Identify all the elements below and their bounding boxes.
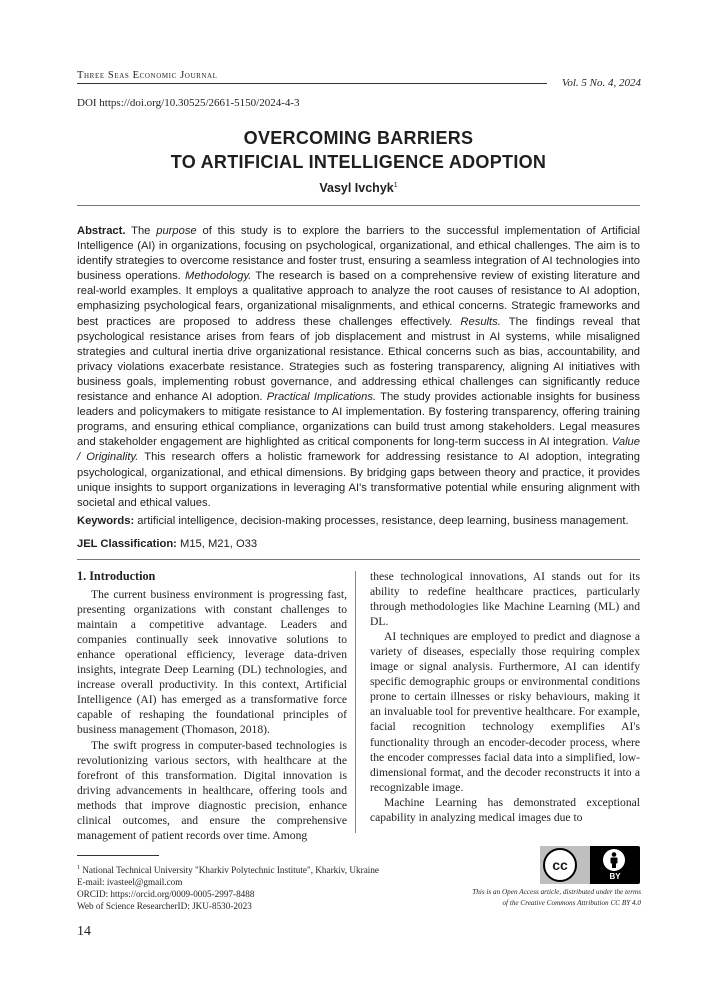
author xyxy=(77,181,640,195)
abstract-text: The xyxy=(125,225,157,237)
abstract xyxy=(77,224,640,511)
abstract-text: The findings reveal that psychological resistance arises from fears of job displacement and mistrust in AI systems, while misaligned strategies and cultural inertia drive organizational resistance. Ethical concerns such as bias, accountability, and privacy violations exacerbate resistance. Strategies such as fostering transparency, aligning AI initiatives with business goals, implementing robust governance, and addressing ethical challenges can significantly reduce resistance and enhance AI adoption. xyxy=(77,315,641,404)
abstract-label: Abstract. xyxy=(77,225,126,237)
title-rule xyxy=(77,205,640,206)
author-orcid[interactable]: ORCID: https://orcid.org/0009-0005-2997-8488 xyxy=(77,889,255,900)
abstract-text: The research is based on a comprehensive review of existing literature and real-world examples. It employs a qualitative approach to analyze the root causes of resistance to AI adoption, emphasizing psychological fears, organizational misalignments, and ethical concerns. Strategic frameworks and best practices are proposed to address these challenges effectively. xyxy=(77,270,640,328)
section-heading: 1. Introduction xyxy=(77,569,156,583)
body-column-left xyxy=(77,569,347,843)
license-note xyxy=(472,887,641,908)
paragraph: Machine Learning has demonstrated exceptional capability in analyzing medical images due to xyxy=(370,795,640,824)
affiliation xyxy=(77,862,379,876)
license-line: This is an Open Access article, distributed under the terms xyxy=(472,888,641,896)
author-name: Vasyl Ivchyk xyxy=(319,181,394,195)
author-wos-id: Web of Science ResearcherID: JKU-8530-2023 xyxy=(77,901,252,912)
abstract-results: Results. xyxy=(460,315,501,328)
footnote-marker: 1 xyxy=(77,865,80,871)
author-footnote-marker: 1 xyxy=(393,181,398,189)
header-rule xyxy=(77,83,547,84)
author-footnote xyxy=(77,862,379,912)
cc-by-license-badge[interactable] xyxy=(540,846,640,884)
abstract-methodology: Methodology. xyxy=(185,270,252,283)
abstract-text: The study provides actionable insights for business leaders and policymakers to mitigate resistance to AI implementation. By fostering transparency, offering training programs, and ensuring ethical compliance, organizations can build trust among stakeholders. Legal measures and stakeholder engagement are highlighted as critical components for long-term success in AI integration. xyxy=(77,391,640,449)
footnote-rule xyxy=(77,855,159,856)
abstract-purpose: purpose xyxy=(156,225,197,237)
paragraph: The swift progress in computer-based technologies is revolutionizing various sectors, with healthcare at the forefront of this transformation. Digital innovation is driving advancements in healthcare, offering tools and methods that improve diagnostic precision, enhance clinical outcomes, and ensure the comprehensive management of patient records over time. Among xyxy=(77,738,347,842)
jel-classification xyxy=(77,537,640,552)
paragraph: these technological innovations, AI stands out for its ability to redefine healthcare practices, particularly through methodologies like Machine Learning (ML) and DL. xyxy=(370,570,640,629)
jel-label: JEL Classification: xyxy=(77,538,177,550)
body-column-right xyxy=(370,569,640,825)
author-email[interactable]: E-mail: ivasteel@gmail.com xyxy=(77,877,183,888)
title-line-1: OVERCOMING BARRIERS xyxy=(243,128,474,148)
abstract-text: of this study is to explore the barriers to the successful implementation of Artificial Intelligence (AI) in organizations, focusing on psychological, organizational, and ethical challenges. The aim is to identify strategies to overcome resistance and foster trust, ensuring a seamless integration of AI technologies into business operations. xyxy=(77,225,641,283)
abstract-originality: Value / Originality. xyxy=(77,436,640,464)
abstract-text: This research offers a holistic framework for addressing resistance to AI adoption, integrating psychological, organizational, and ethical dimensions. By bridging gaps between theory and practice, it provides unique insights to support organizations in leveraging AI's transformative potential while ensuring alignment with societal and ethical values. xyxy=(77,451,640,509)
jel-codes: M15, M21, O33 xyxy=(176,538,258,550)
keywords-text: artificial intelligence, decision-making processes, resistance, deep learning, business management. xyxy=(134,515,629,527)
license-line: of the Creative Commons Attribution CC BY 4.0 xyxy=(502,898,641,907)
column-divider xyxy=(355,571,356,833)
creative-commons-icon: cc xyxy=(543,848,577,882)
abstract-implications: Practical Implications. xyxy=(266,391,377,404)
by-label: BY xyxy=(609,872,621,881)
doi-link[interactable]: DOI https://doi.org/10.30525/2661-5150/2024-4-3 xyxy=(77,97,300,109)
article-title xyxy=(77,126,640,174)
journal-name: Three Seas Economic Journal xyxy=(77,70,218,81)
page-number: 14 xyxy=(77,924,91,939)
affiliation-text: National Technical University "Kharkiv Polytechnic Institute", Kharkiv, Ukraine xyxy=(80,865,379,876)
title-line-2: TO ARTIFICIAL INTELLIGENCE ADOPTION xyxy=(170,152,547,172)
keywords-label: Keywords: xyxy=(77,515,135,527)
section-rule xyxy=(77,559,640,560)
cc-panel xyxy=(540,846,590,884)
paragraph: AI techniques are employed to predict and diagnose a variety of diseases, especially those requiring complex image or signal analysis. Furthermore, AI can identify specific demographic groups or environmental conditions prone to certain illnesses or risky behaviours, making it an invaluable tool for preventive healthcare. For example, facial recognition technology exemplifies AI's functionality through an encoder-decoder process, where the encoder compresses facial data into a simplified, low-dimensional format, and the decoder reconstructs it into a recognizable image. xyxy=(370,630,640,794)
keywords xyxy=(77,514,640,529)
volume-issue: Vol. 5 No. 4, 2024 xyxy=(561,77,641,89)
attribution-person-icon xyxy=(603,849,625,871)
paragraph: The current business environment is progressing fast, presenting organizations with constant challenges to maintain a competitive advantage. Leaders and companies continually seek innovative solutions to enhance operational efficiency, leverage data-driven insights, integrate Deep Learning (DL) technologies, and increase overall productivity. In this context, Artificial Intelligence (AI) has emerged as a transformative force capable of reshaping the foundational principles of business management (Thomason, 2018). xyxy=(77,588,347,737)
